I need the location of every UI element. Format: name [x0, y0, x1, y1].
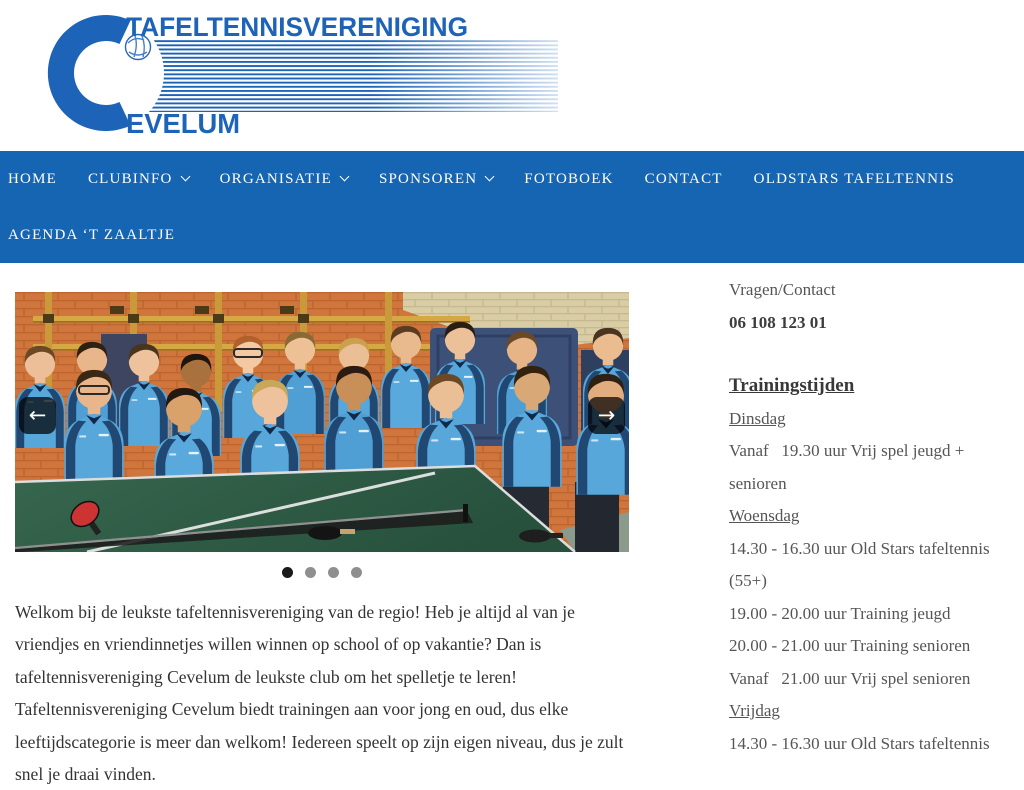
- carousel-prev-button[interactable]: ←: [19, 397, 56, 434]
- club-logo[interactable]: [40, 7, 560, 144]
- day-heading: Vrijdag: [729, 701, 780, 720]
- nav-item-agenda-zaaltje[interactable]: AGENDA ‘T ZAALTJE: [8, 226, 176, 243]
- nav-item-clubinfo[interactable]: CLUBINFO: [88, 171, 189, 188]
- photo-carousel: [15, 292, 629, 578]
- sidebar: [729, 274, 1011, 760]
- schedule-item: Vanaf 19.30 uur Vrij spel jeugd + senioren: [729, 441, 965, 493]
- carousel-next-button[interactable]: →: [588, 397, 625, 434]
- carousel-dots: [15, 567, 629, 578]
- logo-bottom-text: EVELUM: [126, 108, 240, 139]
- schedule-item: 20.00 - 21.00 uur Training senioren: [729, 636, 971, 655]
- nav-item-fotoboek[interactable]: FOTOBOEK: [524, 170, 614, 187]
- schedule-item: 19.00 - 20.00 uur Training jeugd: [729, 603, 951, 623]
- logo-top-text: TAFELTENNISVERENIGING: [126, 12, 468, 42]
- chevron-down-icon: [340, 171, 350, 181]
- nav-item-organisatie[interactable]: ORGANISATIE: [220, 171, 348, 188]
- schedule-item: Vanaf 21.00 uur Vrij spel senioren: [729, 668, 971, 688]
- logo-speed-lines: [100, 39, 558, 112]
- chevron-down-icon: [180, 171, 190, 181]
- main-nav: [0, 151, 1024, 263]
- day-heading: Dinsdag: [729, 408, 786, 428]
- schedule-item: 14.30 - 16.30 uur Old Stars tafeltennis: [729, 733, 990, 753]
- site-header: [0, 0, 1024, 151]
- team-photo: [15, 292, 629, 552]
- nav-item-home[interactable]: HOME: [8, 170, 57, 187]
- nav-row-1: [0, 151, 1024, 207]
- day-heading: Woensdag: [729, 506, 800, 525]
- carousel-dot-3[interactable]: [328, 567, 339, 578]
- carousel-dot-4[interactable]: [351, 567, 362, 578]
- carousel-dot-1[interactable]: [282, 567, 293, 578]
- schedule-item: 14.30 - 16.30 uur Old Stars tafeltennis (55+): [729, 538, 990, 590]
- nav-item-oldstars[interactable]: OLDSTARS TAFELTENNIS: [753, 170, 955, 187]
- contact-label: Vragen/Contact: [729, 280, 836, 299]
- nav-item-sponsoren[interactable]: SPONSOREN: [379, 171, 493, 188]
- schedule-title: Trainingstijden: [729, 375, 855, 396]
- chevron-down-icon: [485, 171, 495, 181]
- nav-row-2: [0, 207, 1024, 263]
- intro-section: [15, 596, 633, 790]
- carousel-dot-2[interactable]: [305, 567, 316, 578]
- intro-paragraph: Welkom bij de leukste tafeltennisvereniging van de regio! Heb je altijd al van je vriendjes en vriendinnetjes willen winnen op school of op vakantie? Dan is tafeltennisvereniging Cevelum de leukste club om het spelletje te leren! Tafeltennisvereniging Cevelum biedt trainingen aan voor jong en oud, dus elke leeftijdscategorie is meer dan welkom! Iedereen speelt op zijn eigen niveau, dus je zult snel je draai vinden.: [15, 602, 624, 785]
- nav-item-contact[interactable]: CONTACT: [644, 170, 723, 187]
- phone-number: 06 108 123 01: [729, 312, 827, 332]
